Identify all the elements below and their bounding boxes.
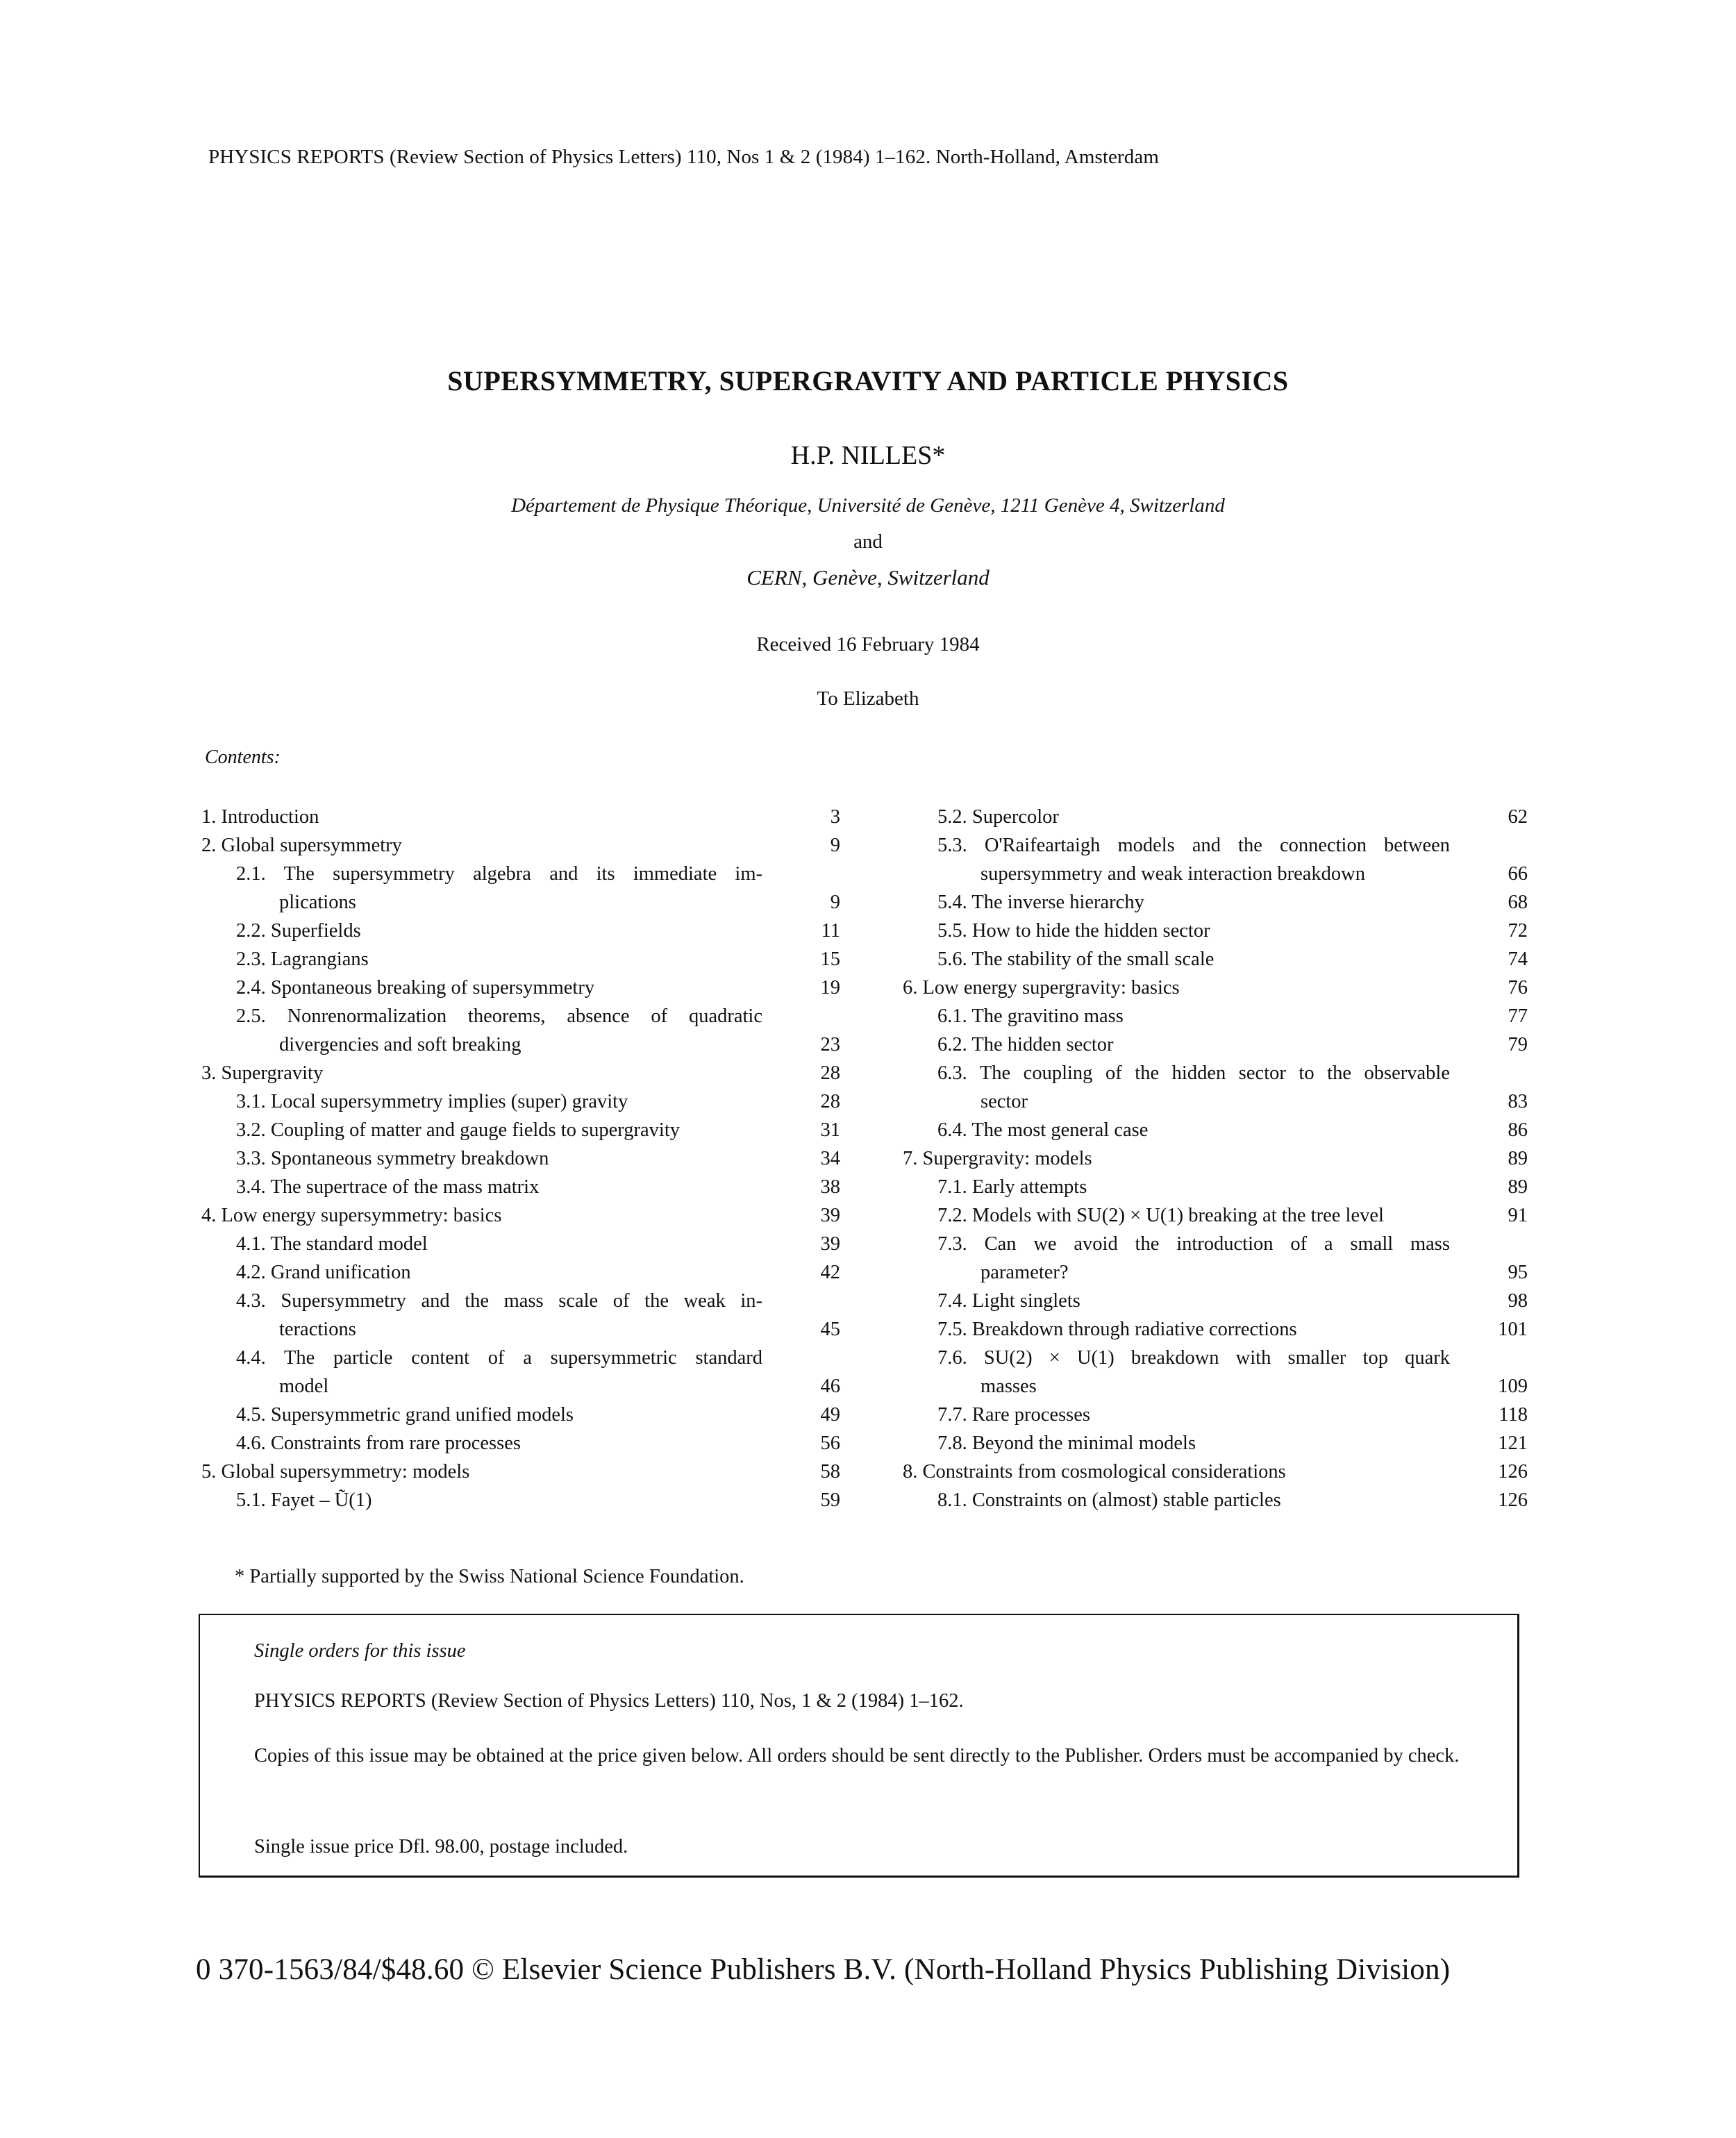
toc-entry-title: sector: [980, 1091, 1028, 1112]
toc-entry-title: teractions: [279, 1319, 356, 1340]
toc-entry-title: supersymmetry and weak interaction breakdown: [980, 863, 1365, 885]
toc-entry-title: 7.8. Beyond the minimal models: [937, 1433, 1196, 1454]
toc-entry: [903, 888, 1528, 917]
toc-entry-page: 23: [820, 1034, 840, 1055]
toc-entry: [903, 1087, 1528, 1116]
toc-entry-title: 4.6. Constraints from rare processes: [236, 1433, 521, 1454]
toc-entry-title: 7.1. Early attempts: [937, 1176, 1087, 1198]
toc-entry-page: 72: [1508, 920, 1528, 942]
toc-entry: [903, 945, 1528, 974]
toc-entry-title: 6.3. The coupling of the hidden sector to the observable: [937, 1062, 1450, 1084]
toc-entry: [903, 1287, 1528, 1315]
toc-entry-page: 3: [830, 806, 840, 828]
paper-title: SUPERSYMMETRY, SUPERGRAVITY AND PARTICLE PHYSICS: [447, 365, 1289, 396]
toc-entry-page: 46: [820, 1376, 840, 1397]
toc-entry-title: parameter?: [980, 1262, 1069, 1283]
toc-entry-page: 31: [820, 1119, 840, 1141]
toc-entry: [201, 1344, 840, 1372]
toc-entry: [903, 1401, 1528, 1429]
toc-entry: [201, 1087, 840, 1116]
toc-entry-title: 3.2. Coupling of matter and gauge fields to supergravity: [236, 1119, 681, 1141]
toc-entry: [903, 1002, 1528, 1030]
toc-entry-title: 3. Supergravity: [201, 1062, 324, 1084]
toc-entry: [903, 1372, 1528, 1401]
order-box-journal: PHYSICS REPORTS (Review Section of Physics Letters) 110, Nos, 1 & 2 (1984) 1–162.: [254, 1690, 964, 1712]
toc-entry-title: divergencies and soft breaking: [279, 1034, 521, 1055]
toc-entry-title: 6.2. The hidden sector: [937, 1034, 1114, 1055]
toc-entry: [201, 1059, 840, 1087]
toc-entry-page: 39: [820, 1233, 840, 1255]
footnote: * Partially supported by the Swiss National Science Foundation.: [235, 1566, 744, 1587]
toc-entry-title: 3.4. The supertrace of the mass matrix: [236, 1176, 540, 1198]
affiliation-cern: CERN, Genève, Switzerland: [746, 565, 990, 590]
toc-entry-page: 83: [1508, 1091, 1528, 1112]
toc-entry-page: 89: [1508, 1148, 1528, 1169]
toc-entry-title: 7.7. Rare processes: [937, 1404, 1091, 1426]
toc-entry-page: 86: [1508, 1119, 1528, 1141]
toc-entry-title: 4.1. The standard model: [236, 1233, 428, 1255]
toc-entry-title: masses: [980, 1376, 1037, 1397]
toc-entry: [201, 1458, 840, 1486]
toc-entry: [201, 1486, 840, 1514]
toc-entry-title: 2.2. Superfields: [236, 920, 361, 942]
toc-entry: [201, 1002, 840, 1030]
toc-entry-page: 79: [1508, 1034, 1528, 1055]
toc-entry-page: 101: [1498, 1319, 1528, 1340]
dedication: To Elizabeth: [817, 687, 919, 710]
copyright-line: 0 370-1563/84/$48.60 © Elsevier Science Publishers B.V. (North-Holland Physics Publishing Division): [196, 1953, 1451, 1986]
toc-entry-page: 39: [820, 1205, 840, 1226]
received-date: Received 16 February 1984: [756, 633, 980, 655]
order-box-price: Single issue price Dfl. 98.00, postage included.: [254, 1836, 628, 1857]
toc-entry-page: 118: [1499, 1404, 1528, 1426]
toc-entry: [903, 1030, 1528, 1059]
toc-entry-page: 89: [1508, 1176, 1528, 1198]
toc-entry-title: 6.4. The most general case: [937, 1119, 1149, 1141]
toc-entry: [903, 1486, 1528, 1514]
toc-entry: [201, 1401, 840, 1429]
toc-entry-page: 68: [1508, 892, 1528, 913]
toc-entry-page: 34: [820, 1148, 840, 1169]
toc-entry: [903, 1144, 1528, 1173]
toc-entry: [201, 1230, 840, 1258]
toc-entry-title: 8. Constraints from cosmological considerations: [903, 1461, 1286, 1483]
toc-entry-title: 5. Global supersymmetry: models: [201, 1461, 470, 1483]
toc-entry-title: 4.4. The particle content of a supersymmetric standard: [236, 1347, 762, 1369]
toc-entry-title: 3.3. Spontaneous symmetry breakdown: [236, 1148, 549, 1169]
toc-entry: [201, 1429, 840, 1458]
toc-entry-title: 2.5. Nonrenormalization theorems, absence of quadratic: [236, 1005, 762, 1027]
toc-entry: [201, 1030, 840, 1059]
toc-entry-page: 56: [820, 1433, 840, 1454]
toc-entry: [903, 1230, 1528, 1258]
toc-entry-page: 42: [820, 1262, 840, 1283]
toc-entry-page: 95: [1508, 1262, 1528, 1283]
toc-entry: [201, 945, 840, 974]
toc-entry-title: 8.1. Constraints on (almost) stable particles: [937, 1489, 1281, 1511]
toc-entry-page: 28: [820, 1062, 840, 1084]
toc-entry: [903, 917, 1528, 945]
toc-entry-title: model: [279, 1376, 329, 1397]
toc-entry-page: 49: [820, 1404, 840, 1426]
order-box-copies: Copies of this issue may be obtained at the price given below. All orders should be sent directly to the Publisher. Orders must be accompanied by check.: [254, 1745, 1460, 1767]
toc-entry: [201, 1173, 840, 1201]
toc-entry-page: 58: [820, 1461, 840, 1483]
toc-entry-title: 2.3. Lagrangians: [236, 949, 369, 970]
toc-entry-title: 7.5. Breakdown through radiative corrections: [937, 1319, 1297, 1340]
author-name: H.P. NILLES*: [790, 441, 946, 470]
toc-entry-page: 121: [1498, 1433, 1528, 1454]
toc-entry-page: 9: [830, 892, 840, 913]
toc-entry: [903, 1429, 1528, 1458]
toc-entry-title: 7.6. SU(2) × U(1) breakdown with smaller top quark: [937, 1347, 1450, 1369]
toc-entry-title: 2.4. Spontaneous breaking of supersymmetry: [236, 977, 595, 999]
journal-citation-line: PHYSICS REPORTS (Review Section of Physics Letters) 110, Nos 1 & 2 (1984) 1–162. North-Holland, Amsterdam: [208, 146, 1159, 168]
toc-entry: [201, 831, 840, 860]
toc-entry-page: 126: [1498, 1461, 1528, 1483]
toc-entry-title: 5.5. How to hide the hidden sector: [937, 920, 1210, 942]
toc-entry: [201, 888, 840, 917]
toc-entry-page: 15: [820, 949, 840, 970]
toc-entry-page: 19: [820, 977, 840, 999]
toc-entry: [201, 1116, 840, 1144]
toc-entry: [903, 1344, 1528, 1372]
toc-entry-title: 6.1. The gravitino mass: [937, 1005, 1124, 1027]
toc-entry-page: 62: [1508, 806, 1528, 828]
toc-entry: [201, 1372, 840, 1401]
toc-entry: [201, 860, 840, 888]
toc-entry-page: 45: [820, 1319, 840, 1340]
toc-entry: [903, 860, 1528, 888]
toc-entry: [903, 1201, 1528, 1230]
toc-entry-page: 59: [820, 1489, 840, 1511]
toc-entry: [201, 974, 840, 1002]
toc-entry: [201, 803, 840, 831]
toc-entry-title: 2.1. The supersymmetry algebra and its immediate im-: [236, 863, 762, 885]
toc-entry-page: 126: [1498, 1489, 1528, 1511]
order-box-heading: Single orders for this issue: [254, 1640, 466, 1662]
toc-entry-page: 98: [1508, 1290, 1528, 1312]
contents-right-column: [903, 803, 1528, 1514]
toc-entry-title: 7. Supergravity: models: [903, 1148, 1092, 1169]
toc-entry: [201, 1315, 840, 1344]
contents-label: Contents:: [205, 746, 281, 768]
toc-entry-page: 74: [1508, 949, 1528, 970]
toc-entry: [903, 1458, 1528, 1486]
toc-entry-title: 7.4. Light singlets: [937, 1290, 1080, 1312]
toc-entry-title: 5.1. Fayet – Ũ(1): [236, 1489, 372, 1511]
toc-entry: [201, 1201, 840, 1230]
toc-entry: [903, 831, 1528, 860]
toc-entry: [903, 803, 1528, 831]
toc-entry-page: 38: [820, 1176, 840, 1198]
toc-entry-title: plications: [279, 892, 356, 913]
toc-entry-title: 7.3. Can we avoid the introduction of a small mass: [937, 1233, 1450, 1255]
toc-entry: [903, 974, 1528, 1002]
toc-entry: [201, 917, 840, 945]
toc-entry: [903, 1173, 1528, 1201]
toc-entry: [903, 1258, 1528, 1287]
toc-entry-page: 28: [820, 1091, 840, 1112]
toc-entry-title: 1. Introduction: [201, 806, 319, 828]
toc-entry: [201, 1258, 840, 1287]
toc-entry: [903, 1116, 1528, 1144]
toc-entry-title: 4. Low energy supersymmetry: basics: [201, 1205, 502, 1226]
toc-entry: [903, 1059, 1528, 1087]
toc-entry-page: 11: [821, 920, 840, 942]
toc-entry-page: 109: [1498, 1376, 1528, 1397]
order-info-box: [199, 1614, 1519, 1878]
toc-entry-page: 91: [1508, 1205, 1528, 1226]
toc-entry-page: 77: [1508, 1005, 1528, 1027]
toc-entry-page: 76: [1508, 977, 1528, 999]
toc-entry-title: 4.5. Supersymmetric grand unified models: [236, 1404, 574, 1426]
toc-entry-title: 2. Global supersymmetry: [201, 835, 402, 856]
toc-entry: [201, 1144, 840, 1173]
toc-entry-title: 6. Low energy supergravity: basics: [903, 977, 1180, 999]
toc-entry: [903, 1315, 1528, 1344]
toc-entry-title: 4.2. Grand unification: [236, 1262, 411, 1283]
toc-entry-title: 3.1. Local supersymmetry implies (super) gravity: [236, 1091, 628, 1112]
toc-entry-title: 5.2. Supercolor: [937, 806, 1059, 828]
toc-entry-page: 9: [830, 835, 840, 856]
toc-entry-title: 5.4. The inverse hierarchy: [937, 892, 1144, 913]
toc-entry-title: 5.6. The stability of the small scale: [937, 949, 1215, 970]
affiliation-and: and: [853, 531, 883, 553]
toc-entry-title: 5.3. O'Raifeartaigh models and the connection between: [937, 835, 1450, 856]
contents-left-column: [201, 803, 840, 1514]
toc-entry-title: 7.2. Models with SU(2) × U(1) breaking at the tree level: [937, 1205, 1384, 1226]
toc-entry: [201, 1287, 840, 1315]
toc-entry-page: 66: [1508, 863, 1528, 885]
affiliation-geneva: Département de Physique Théorique, Université de Genève, 1211 Genève 4, Switzerland: [511, 494, 1225, 517]
toc-entry-title: 4.3. Supersymmetry and the mass scale of the weak in-: [236, 1290, 762, 1312]
